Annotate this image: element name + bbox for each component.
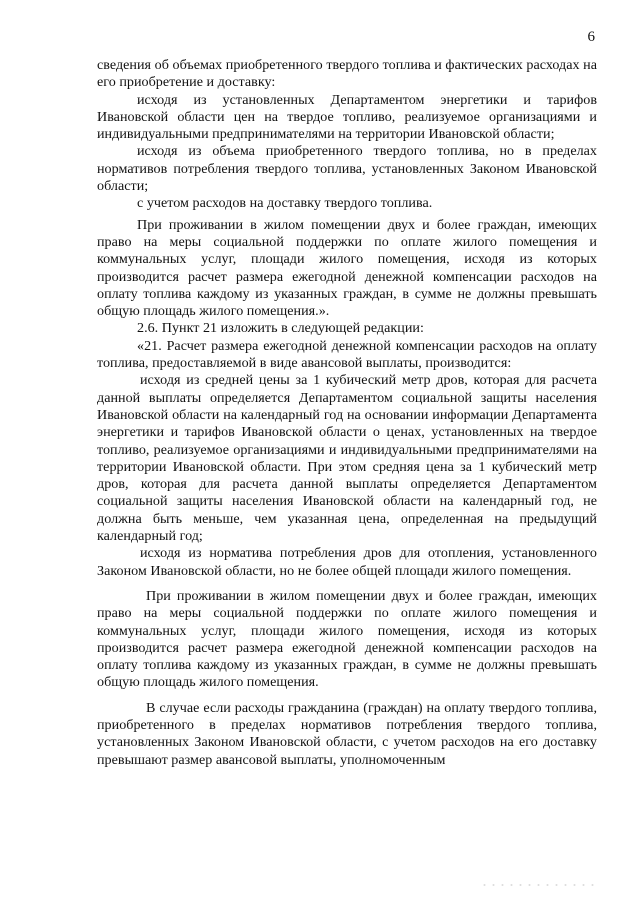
paragraph-exceeding-costs: В случае если расходы гражданина (граждан) на оплату твердого топлива, приобретенного в пределах нормативов потребления твердого топлива, установленных Законом Ивановской области, с учетом расходов на его доставку превышают размер авансовой выплаты, уполномоченным (97, 699, 597, 768)
paragraph-fuel-info: сведения об объемах приобретенного твердого топлива и фактических расходах на его приобретение и доставку: (97, 57, 597, 91)
paragraph-item-21: «21. Расчет размера ежегодной денежной компенсации расходов на оплату топлива, предоставляемой в виде авансовой выплаты, производится: (97, 337, 597, 372)
paragraph-average-price: исходя из средней цены за 1 кубический метр дров, которая для расчета данной выплаты определяется Департаментом социальной защиты населения Ивановской области на календарный год на основании информации Департамента энергетики и тарифов Ивановской области о ценах, установленных на твердое топливо, реализуемое организациями и индивидуальными предпринимателями на территории Ивановской области. При этом средняя цена за 1 кубический метр дров, которая для расчета данной выплаты определяется Департаментом социальной защиты населения Ивановской области на календарный год, не должна быть меньше, чем указанная цена, определенная на предыдущий календарный год; (97, 372, 597, 545)
paragraph-firewood-norm: исходя из норматива потребления дров для отопления, установленного Законом Ивановской области, но не более общей площади жилого помещения. (97, 545, 597, 579)
scan-artifact (480, 883, 600, 887)
paragraph-delivery-costs: с учетом расходов на доставку твердого топлива. (137, 195, 433, 212)
paragraph-volume-basis: исходя из объема приобретенного твердого топлива, но в пределах нормативов потребления твердого топлива, установленных Законом Ивановской области; (97, 143, 597, 195)
paragraph-multiple-residents: При проживании в жилом помещении двух и более граждан, имеющих право на меры социальной поддержки по оплате жилого помещения и коммунальных услуг, площади жилого помещения, исходя из которых производится расчет размера ежегодной денежной компенсации расходов на оплату топлива каждому из указанных граждан, в сумме не должны превышать общую площадь жилого помещения.». (97, 216, 597, 320)
paragraph-prices-basis: исходя из установленных Департаментом энергетики и тарифов Ивановской области цен на твердое топливо, реализуемое организациями и индивидуальными предпринимателями на территории Ивановской области; (97, 91, 597, 143)
paragraph-item-2-6: 2.6. Пункт 21 изложить в следующей редакции: (137, 320, 424, 337)
page-number: 6 (587, 29, 595, 45)
document-body (97, 57, 597, 769)
paragraph-multiple-residents-2: При проживании в жилом помещении двух и более граждан, имеющих право на меры социальной поддержки по оплате жилого помещения и коммунальных услуг, площади жилого помещения, исходя из которых производится расчет размера ежегодной денежной компенсации расходов на оплату топлива каждому из указанных граждан, в сумме не должны превышать общую площадь жилого помещения. (97, 587, 597, 691)
